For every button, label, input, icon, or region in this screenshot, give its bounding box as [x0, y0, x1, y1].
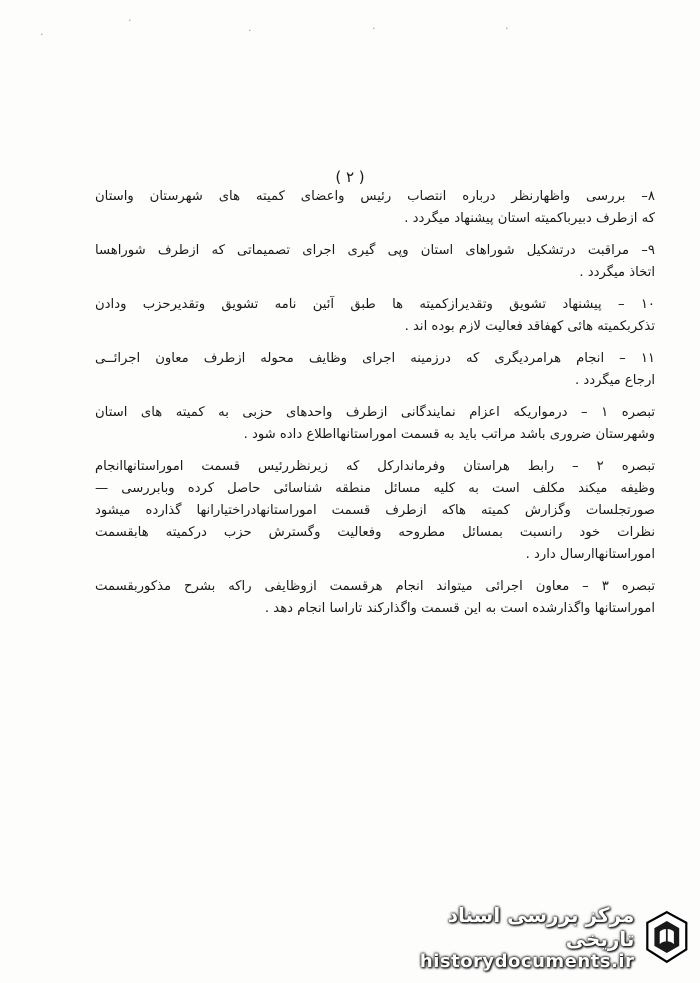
clause-11-line-2: ارجاع میگردد . [575, 373, 655, 388]
clause-9-line-1: ۹– مراقبت درتشکیل شوراهای استان وپی گیری اجرای تصمیماتی که ازطرف شوراهسا [95, 243, 655, 258]
clause-10-line-1: ۱۰ – پیشنهاد تشویق وتقدیرازکمیته ها طبق آئین نامه تشویق وتقدیرحزب ودادن [95, 297, 655, 312]
scan-speck: · [128, 14, 132, 27]
clause-10-line-2: تذکربکمیته هائی کهفاقد فعالیت لازم بوده اند . [404, 319, 655, 334]
note-2-line-2: وظیفه میکند مکلف است به کلیه مسائل منطقه شناسائی حاصل کرده وبابررسی — [95, 481, 655, 496]
clause-8-line-2: که ازطرف دبیرباکمیته استان پیشنهاد میگردد . [404, 211, 655, 226]
watermark-url: historydocuments.ir [419, 950, 635, 972]
scan-speck: · [40, 28, 44, 41]
watermark [402, 901, 692, 973]
note-2-line-4: نظرات خود رانسبت بمسائل مطروحه وفعالیت وگسترش حزب درکمیته هابقسمت [95, 525, 655, 540]
scan-speck: · [248, 24, 252, 37]
note-2-line-1: تبصره ۲ – رابط هراستان وفرماندارکل که زیرنظررئیس قسمت اموراستانهاانجام [95, 459, 655, 474]
clause-8-line-1: ۸– بررسی واظهارنظر درباره انتصاب رئیس واعضای کمیته های شهرستان واستان [95, 189, 655, 204]
note-3-line-2: اموراستانها واگذارشده است به این قسمت واگذارکند تاراسا انجام دهد . [264, 601, 655, 616]
clause-11-line-1: ۱۱ – انجام هرامردیگری که درزمینه اجرای وظایف محوله ازطرف معاون اجرائــی [95, 351, 655, 366]
scan-speck: · [505, 22, 509, 35]
page-number: ( ۲ ) [335, 168, 365, 186]
watermark-title: مرکز بررسی اسناد تاریخی [447, 902, 635, 951]
note-1-line-2: وشهرستان ضروری باشد مراتب باید به قسمت اموراستانهااطلاع داده شود . [243, 427, 655, 442]
note-1-line-1: تبصره ۱ – درمواریکه اعزام نمایندگانی ازطرف واحدهای حزبی به کمیته های استان [95, 405, 655, 420]
watermark-text [402, 903, 634, 972]
document-body [95, 186, 655, 620]
note-2-line-3: صورتجلسات وگزارش کمیته هاکه ازطرف قسمت اموراستانهادراختیارانها گذارده میشود [95, 503, 655, 518]
scan-speck: · [372, 22, 376, 35]
note-2-line-5: اموراستانهاارسال دارد . [525, 547, 655, 562]
archive-logo-icon [642, 905, 692, 969]
note-3-line-1: تبصره ۳ – معاون اجرائی میتواند انجام هرقسمت ازوظایفی راکه بشرح مذکوربقسمت [95, 579, 655, 594]
clause-9-line-2: اتخاذ میگردد . [579, 265, 655, 280]
